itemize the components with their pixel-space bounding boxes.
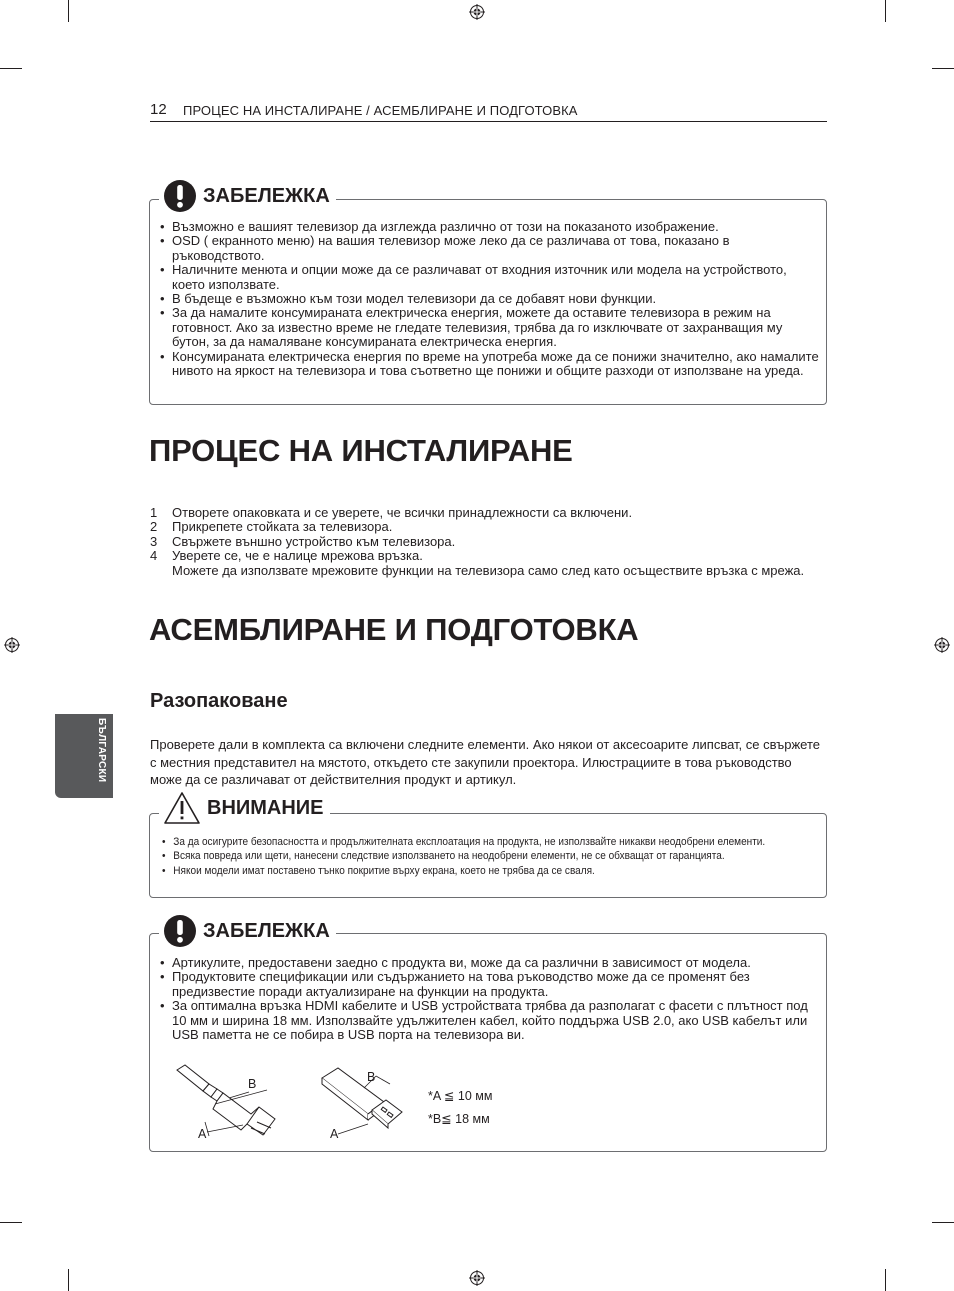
note-list [160, 956, 822, 1042]
note-label-text: ЗАБЕЛЕЖКА [203, 919, 330, 942]
header-rule [150, 121, 827, 122]
spec-b: *B≦ 18 мм [428, 1112, 490, 1126]
caution-list [162, 835, 811, 878]
list-item: • В бъдеще е възможно към този модел телевизори да се добавят нови функции. [160, 292, 822, 306]
list-item: • Наличните менюта и опции може да се различават от входния източник или модела на устройството, което използвате. [160, 263, 822, 292]
step-text: Свържете външно устройство към телевизора. [172, 533, 456, 549]
registration-mark-icon [934, 637, 950, 653]
page-number: 12 [150, 101, 167, 118]
note-label [159, 911, 336, 951]
warning-triangle-icon [163, 791, 201, 825]
step-text: Отворете опаковката и се уверете, че всички принадлежности са включени. [172, 505, 633, 520]
step-number: 1 [150, 505, 158, 520]
list-item: • Някои модели имат поставено тънко покритие върху екрана, което не трябва да се сваля. [162, 864, 811, 878]
list-item: • Възможно е вашият телевизор да изглежда различно от този на показаното изображение. [160, 220, 822, 234]
spec-a: *A ≦ 10 мм [428, 1089, 493, 1103]
language-side-tab [55, 714, 113, 798]
hdmi-label-a: A [198, 1127, 207, 1141]
exclamation-icon [163, 179, 197, 213]
crop-mark [68, 1269, 69, 1291]
running-header: ПРОЦЕС НА ИНСТАЛИРАНЕ / АСЕМБЛИРАНЕ И ПОДГОТОВКА [183, 103, 578, 118]
crop-mark [932, 1222, 954, 1223]
list-item: • Артикулите, предоставени заедно с продукта ви, може да са различни в зависимост от модела. [160, 956, 822, 970]
crop-mark [0, 1222, 22, 1223]
list-item: • Всяка повреда или щети, нанесени следствие използването на неодобрени елементи, не се обхващат от гаранцията. [162, 849, 811, 863]
usb-label-b: B [367, 1070, 376, 1084]
step-item [150, 549, 820, 563]
language-label: БЪЛГАРСКИ [96, 718, 107, 783]
registration-mark-icon [469, 4, 485, 20]
caution-label-text: ВНИМАНИЕ [207, 796, 324, 819]
list-item: • Продуктовите спецификации или съдържанието на това ръководство може да се променят без предизвестие поради актуализиране на функции на продукта. [160, 970, 822, 999]
registration-mark-icon [4, 637, 20, 653]
list-item: • За оптимална връзка HDMI кабелите и USB устройствата трябва да разполагат с фасети с плътност под 10 мм и ширина 18 мм. Използвайте удължителен кабел, който поддържа USB 2.0, ако USB кабелът или USB паметта не се побира в USB порта на телевизора ви. [160, 999, 822, 1042]
step-text: Прикрепете стойката за телевизора. [172, 519, 393, 535]
install-steps [150, 506, 820, 578]
caution-label [159, 790, 330, 826]
note-label [159, 176, 336, 216]
hdmi-connector-illustration [175, 1062, 285, 1144]
list-item: • OSD ( екранното меню) на вашия телевизор може леко да се различава от това, показано в ръководството. [160, 234, 822, 263]
crop-mark [885, 0, 886, 22]
step-number: 2 [150, 519, 158, 535]
crop-mark [0, 68, 22, 69]
step-item [150, 506, 820, 520]
note-label-text: ЗАБЕЛЕЖКА [203, 184, 330, 207]
crop-mark [68, 0, 69, 22]
section-heading-install: ПРОЦЕС НА ИНСТАЛИРАНЕ [149, 433, 573, 468]
crop-mark [885, 1269, 886, 1291]
note-list [160, 220, 822, 378]
step-text: Уверете се, че е налице мрежова връзка. [172, 548, 423, 564]
step-item [150, 520, 820, 534]
list-item: • За да осигурите безопасността и продължителната експлоатация на продукта, не използвайте никакви неодобрени елементи. [162, 835, 811, 849]
registration-mark-icon [469, 1270, 485, 1286]
step-number: 3 [150, 533, 158, 549]
section-heading-assembly: АСЕМБЛИРАНЕ И ПОДГОТОВКА [149, 612, 639, 647]
hdmi-label-b: B [248, 1077, 257, 1091]
usb-label-a: A [330, 1127, 339, 1141]
unpacking-intro: Проверете дали в комплекта са включени следните елементи. Ако някои от аксесоарите липсват, се свържете с местния представител на мястото, откъдето сте закупили проектора. Илюстрациите в това ръководство може да се различават от действителния продукт и артикул. [150, 737, 820, 787]
list-item: • За да намалите консумираната електрическа енергия, можете да оставите телевизора в режим на готовност. Ако за известно време не гледате телевизия, трябва да го изключвате от захранващия му бутон, за да намаляване консумираната електрическа енергия. [160, 306, 822, 349]
step-extra-text: Можете да използвате мрежовите функции на телевизора само след като осъществите връзка с мрежа. [172, 562, 805, 578]
subheading-unpacking: Разопаковане [150, 690, 288, 712]
crop-mark [932, 68, 954, 69]
list-item: • Консумираната електрическа енергия по време на употреба може да се понижи значително, ако намалите нивото на яркост на телевизора и това съответно ще понижи и общите разходи от използване на уреда. [160, 350, 822, 379]
exclamation-icon [163, 914, 197, 948]
step-item [150, 535, 820, 549]
step-number: 4 [150, 548, 158, 564]
